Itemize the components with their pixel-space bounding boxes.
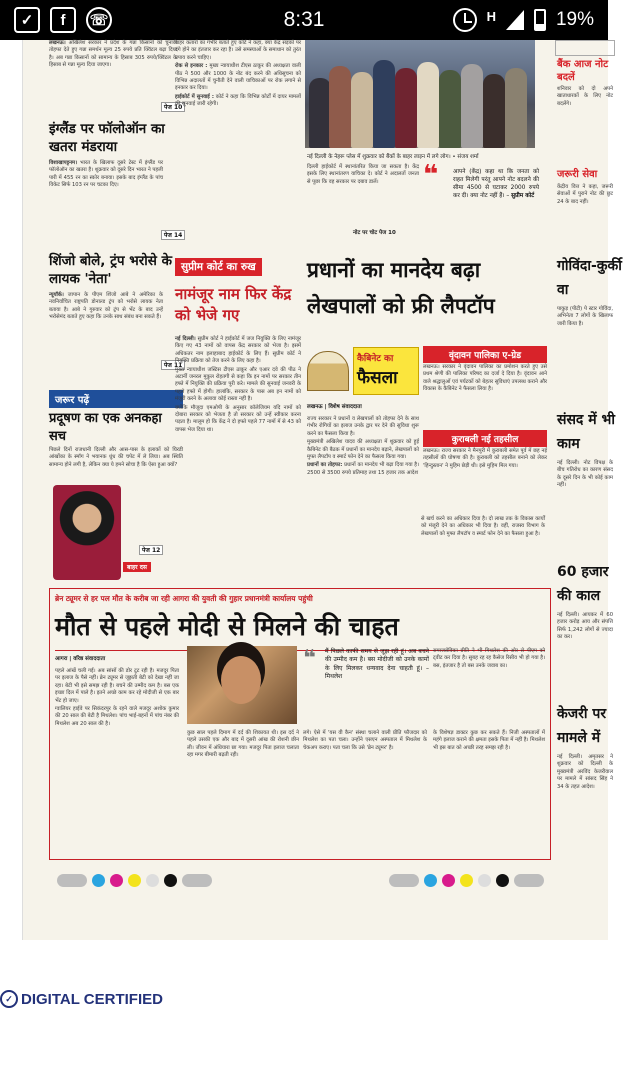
supreme-court-quote: आपने (केंद्र) कहा था कि जनता को राहत मिलेगी परंतु आपने नोट बदलने की सीमा 4500 से घटाकर 2000 रुपये कर दी। क्या नोट नहीं हैं। – सुप्रीम कोर्ट [453,169,539,199]
headline-pradhan-laptop: प्रधानों का मानदेय बढ़ा लेखपालों को फ्री लैपटॉप [307,258,495,318]
battery-icon [534,9,546,31]
facebook-icon: f [50,7,76,33]
bank-queue-caption: नई दिल्ली के नेहरू प्लेस में शुक्रवार को बैंकों के बाहर लाइन में लगे लोग। • संजय शर्मा [307,154,479,160]
note-par-chot-ref: नोट पर चोट पेज 10 [353,230,396,236]
building-icon [307,351,349,391]
modi-story-col2: कुछ साल पहले दिमाग में दर्द की शिकायत थी। इस दर्द ने पहले उसकी एक और बाद में दूसरी आंख की रोशनी छीन ली। जीवन में अंधियारा छा गया। मजदूर पिता इलाज चलाता रहा मगर बीमारी बढ़ती रही। [187,730,299,759]
kurabali-text: लखनऊ। राज्य सरकार ने मैनपुरी में कुराबली समेत पूर्व में छह नई तहसीलों की घोषणा की है। कुराबली को तहसील बनाने को लेकर 'हिन्दुस्तान' ने मुहिम छेड़ी थी। इसे मुहिम मिल गया। [423,448,547,469]
battery-percent: 19% [555,9,594,30]
sugarcane-brief: लखनऊ। अखिलेश सरकार ने प्रदेश के गन्ना किसानों को चुनावी तोहफा देते हुए गन्ना समर्थन मूल्य 25 रुपये प्रति क्विंटल बढ़ा दिया है। अब गन्ना किसानों को सामान्य के हिसाब 305 रुपये/क्विंटल के हिसाब से गन्ना मूल्य दिया जाएगा। [49,40,177,69]
headline-shinzo-trump: शिंजो बोले, ट्रंप भरोसे के लायक 'नेता' [49,253,172,287]
demonetisation-story-cont: बाहर कतारों का गंभीर बताते हुए कोर्ट ने कहा, क्या केंद्र सड़कों पर दंगे होने का इंतजार कर रहा है। उसे समस्याओं के समाधान को तुरंत उपाय करने चाहिए। रोक से इनकार : मुख्य न्यायाधीश टीएस ठाकुर की अध्यक्षता वाली पीठ ने 500 और 1000 के नोट बंद करने की अधिसूचना को विभिन्न अदालतों में चुनौती देने वाली याचिकाओं पर रोक लगाने से इनकार कर दिया। हाईकोर्ट में सुनवाई : कोर्ट ने कहा कि विभिन्न कोर्टों में दायर मामलों की सुनवाई जारी रहेगी। [175,40,302,108]
signal-icon [506,10,524,30]
modi-story-col4: के विशेषज्ञ डाक्टर कुछ कर सकते हैं। निजी अस्पतालों में महंगे इलाज कराने की क्षमता इसके पिता में नहीं है। मिथलेश भी इस बात को अच्छी तरह समझ रही है। [433,730,545,751]
highcourt-transfer-text: दिल्ली हाईकोर्ट में स्थानांतरित किया जा सकता है। केंद्र इसके लिए स्थानांतरण याचिका दे। कोर्ट ने अदालतों जनता से पूछा कि वह सरकार पर दबाव डालें। [307,164,419,185]
section-must-read: जरूर पढ़ें [49,390,183,408]
govinda-text: पाकुड़ (पीटी) पे स्टार गोविंदा, अभिनेता 7 लोगों के खिलाफ जारी किया है। [557,306,613,327]
subhead-kurabali: कुराबली नई तहसील [423,430,547,447]
quote-mark-icon-2: ❝ [303,646,316,671]
modi-story-byline: आगरा | वरिष्ठ संवाददाता [55,656,106,662]
certified-icon: ✓ [0,990,18,1008]
page-ref-14: पेज 14 [161,230,185,240]
modi-story-kicker: ब्रेन ट्यूमर से हर पल मौत के करीब जा रही आगरा की युवती की गुहार प्रधानमंत्री कार्यालय पहुंची [55,594,313,603]
quote-mark-icon: ❝ [423,160,439,190]
banner-story-col1: राज्य सरकार ने प्रधानों व लेखपालों को तोहफा देने के साथ गंभीर रोगियों का इलाज उनके द्वार पर देने की सुविधा शुरू करने का फैसला किया है। मुख्यमंत्री अखिलेश यादव की अध्यक्षता में शुक्रवार को हुई कैबिनेट की बैठक में प्रधानों का मानदेय बढ़ाने, लेखपालों को मुफ्त लैपटॉप व स्मार्ट फोन देने का फैसला किया गया। प्रधानों का तोहफा: प्रधानों का मानदेय भी बढ़ा दिया गया है। 2500 से 3500 रुपये प्रतिमाह तथा 15 हजार तक आदेश [307,416,420,476]
shinzo-brief: न्यूयॉर्क। जापान के पीएम शिंजो आबे ने अमेरिका के नवनिर्वाचित राष्ट्रपति डोनाल्ड ट्रंप को भरोसे लायक नेता बताया है। आबे ने गुरुवार को ट्रंप से भेंट के बाद उन्हें भरोसेमंद बताते हुए कहा कि उनके साथ संबंध बना सकते हैं। [49,292,163,321]
cabinet-label-top: कैबिनेट का [357,354,394,364]
status-bar [0,0,608,40]
modi-story-col4-top: समाजसेविका प्रीति ने भी मिथलेश की ओर से पीएम को ट्वीट कर दिया है। सुबह रह रह कैसेज रिसीव भी हो गया है। बस, इंतजार है तो बस उनके जवाब का। [433,648,545,669]
pollution-brief: पिछले दिनों राजधानी दिल्ली और आस-पास के इलाकों को घिरडी आंखोंका के स्मॉग ने भयानक धुंध की चपेट में ले लिया। अब स्थिति सामान्य होने लगी है, लेकिन क्या ये हमने सोचा है कि ऐसा हुआ क्यों? [49,447,183,468]
bank-today-text: शनिवार को दो अपने खाताधारकों के लिए नोट बदलेंगे। [557,86,613,107]
modi-story-col3: लगे। ऐसे में 'यस वी कैन' संस्था चलाने वाली प्रीति फौजदार को मिथलेश का पता चला। उन्होंने एसएन अस्पताल में मिथलेश के चेकअप कराए। पता चला कि उसे 'ब्रेन ट्यूमर' है। [303,730,427,751]
columnist-photo [53,485,121,580]
right-column [555,40,625,860]
vrindavan-text: लखनऊ। सरकार ने वृंदावन पालिका का प्रमोशन करते हुए उसे प्रथम श्रेणी की पालिका परिषद का दर्जा दे दिया है। वृंदावन आने वाले श्रद्धालुओं एवं पर्यटकों को बेहतर सुविधाएं उपलब्ध कराने और विकास के कैबिनेट ने फैसला लिया है। [423,364,547,393]
headline-modi-meet: मौत से पहले मोदी से मिलने की चाहत [55,612,399,641]
essential-service-text: केंद्रीय वित्त ने कहा, जरूरी सेवाओं में पुराने नोट की छूट 24 के बाद नहीं। [557,184,613,205]
cabinet-decision-logo [307,345,419,397]
parliament-text: नई दिल्ली। नोट विपक्ष के बीच गतिरोध का कारण संसद के दूसरे दिन के भी कोई काम नहीं। [557,460,613,489]
cabinet-label-bottom: फैसला [357,368,398,388]
mithlesh-photo [187,646,297,724]
england-brief: विशाखापट्टनम। भारत के खिलाफ दूसरे टेस्ट में इंग्लैंड पर फॉलोऑन का खतरा है। शुक्रवार को दूसरे दिन भारत ने पहली पारी में 455 रन का स्कोर बनाया। इसके बाद इंग्लैंड के पांच विकेट सिर्फ 103 रन पर चटका दिए। [49,160,164,189]
kejri-text: नई दिल्ली। अमृतसर ने शुक्रवार को दिल्ली के मुख्यमंत्री अरविंद केजरीवाल पर मामले में सांसद सिंह ने 34 के तहत आदेश। [557,754,613,790]
certified-label: DIGITAL CERTIFIED [21,990,163,1008]
sixty-thousand-text: नई दिल्ली। आयकर में 60 हजार करोड़ आय और संपत्ति सिर्फ 1,242 लोगों से ज्यादा का कर। [557,612,613,641]
mithlesh-quote: मैं पिछले काफी समय से जूझ रही हूं। अब बचने की उम्मीद कम है। बस मोदीजी को उनके कामों के लिए मिलकर धन्यवाद देना चाहती हूं। – मिथलेश [325,648,429,681]
digital-certified-badge [0,990,163,1008]
calendar-icon: ✓ [14,7,40,33]
whatsapp-icon: ☏ [86,7,112,33]
subhead-vrindavan: वृंदावन पालिका ए-ग्रेड [423,346,547,363]
govinda-title: गोविंदा-कुर्की वा [557,258,622,298]
sixty-thousand-title: 60 हजार की काल [557,564,609,604]
newspaper-page[interactable] [22,40,622,940]
page-ref-11: पेज 11 [161,360,185,370]
bank-today-title: बैंक आज नोट बदलें [557,59,609,83]
print-registration-left [57,874,212,887]
parliament-title: संसद में भी काम [557,412,615,452]
banner-byline: लखनऊ | विशेष संवाददाता [307,404,362,410]
print-registration-right [389,874,544,887]
modi-story-col1: पहले आंखें चली गईं। अब सांसों की डोर टूट रही है। मजदूर पिता पर इलाज के पैसे नहीं। ब्रेन ट्यूमर से जूझती बेटी को देखा नहीं जा रहा। बेटी भी इसे समझ रही है। बचने की उम्मीद कम है। बस एक इच्छा दिल में पाले है। इतने अच्छे काम कर रहे मोदीजी से एक बार भेंट हो जाए। ग्वालियर हाईवे पर सिकंदरपुर के रहने वाले मजदूर अशोक कुमार की 20 साल की बेटी है मिथलेश। पांच भाई-बहनों में पांच नंबर की मिथलेश अब 20 साल की है। [55,668,179,727]
status-right-icons [453,8,594,32]
supreme-court-story-text: नई दिल्ली। सुप्रीम कोर्ट ने हाईकोर्ट में जज नियुक्ति के लिए नामंजूर किए गए 43 नामों को वापस केंद्र सरकार को भेजा है। इसमें अधिकतर नाम इलाहाबाद हाईकोर्ट के लिए हैं। सुप्रीम कोर्ट ने नियुक्ति प्रक्रिया को तेज करने के लिए कहा है। मुख्य न्यायाधीश जस्टिस टीएस ठाकुर और एआर दवे की पीठ ने अटार्नी जनरल मुकुल रोहतगी से कहा कि इन नामों पर सरकार तीन हफ्ते में नियुक्ति की प्रक्रिया पूरी करे। मामले की सुनवाई जनवरी के पहले हफ्ते में होगी। हालांकि, सरकार के पास अब इन नामों को मंजूरी करने के अलावा कोई रास्ता नहीं है। क्योंकि मौजूदा एमओपी के अनुसार कॉलेजियम यदि नामों को दोबारा सरकार को भेजता है तो सरकार को उन्हें स्वीकार करना पड़ता है। मालूम हो कि केंद्र ने दो हफ्ते पहले 77 नामों में से 43 को वापस भेज दिया था। [175,336,301,433]
headline-england-followon: इंग्लैंड पर फॉलोऑन का खतरा मंडराया [49,121,165,155]
page-ref-12: पेज 12 [139,545,163,555]
network-type: H [486,8,496,24]
status-time: 8:31 [283,8,325,31]
tag-supreme-court: सुप्रीम कोर्ट का रुख [175,258,262,276]
essential-service-title: जरूरी सेवा [557,169,598,180]
banner-story-col2: से खर्च करने का अधिकार दिया है। दो लाख तक के विकास कार्यों को मंजूरी देने का अधिकार भी दिया है। वहीं, राजस्व विभाग के लेखपालों को मुफ्त लैपटॉप व स्मार्ट फोन देने का फैसला हुआ है। [421,516,545,537]
page-ref-10: पेज 10 [161,102,185,112]
headline-names-rejected: नामंजूर नाम फिर केंद्र को भेजे गए [175,285,292,324]
kejri-title: केजरी पर मामले में [557,706,607,746]
columnist-byline: बाहर दस [123,562,151,572]
alarm-icon [453,8,477,32]
headline-pollution: प्रदूषण का एक अनकहा सच [49,411,162,444]
bank-queue-photo [305,40,535,148]
